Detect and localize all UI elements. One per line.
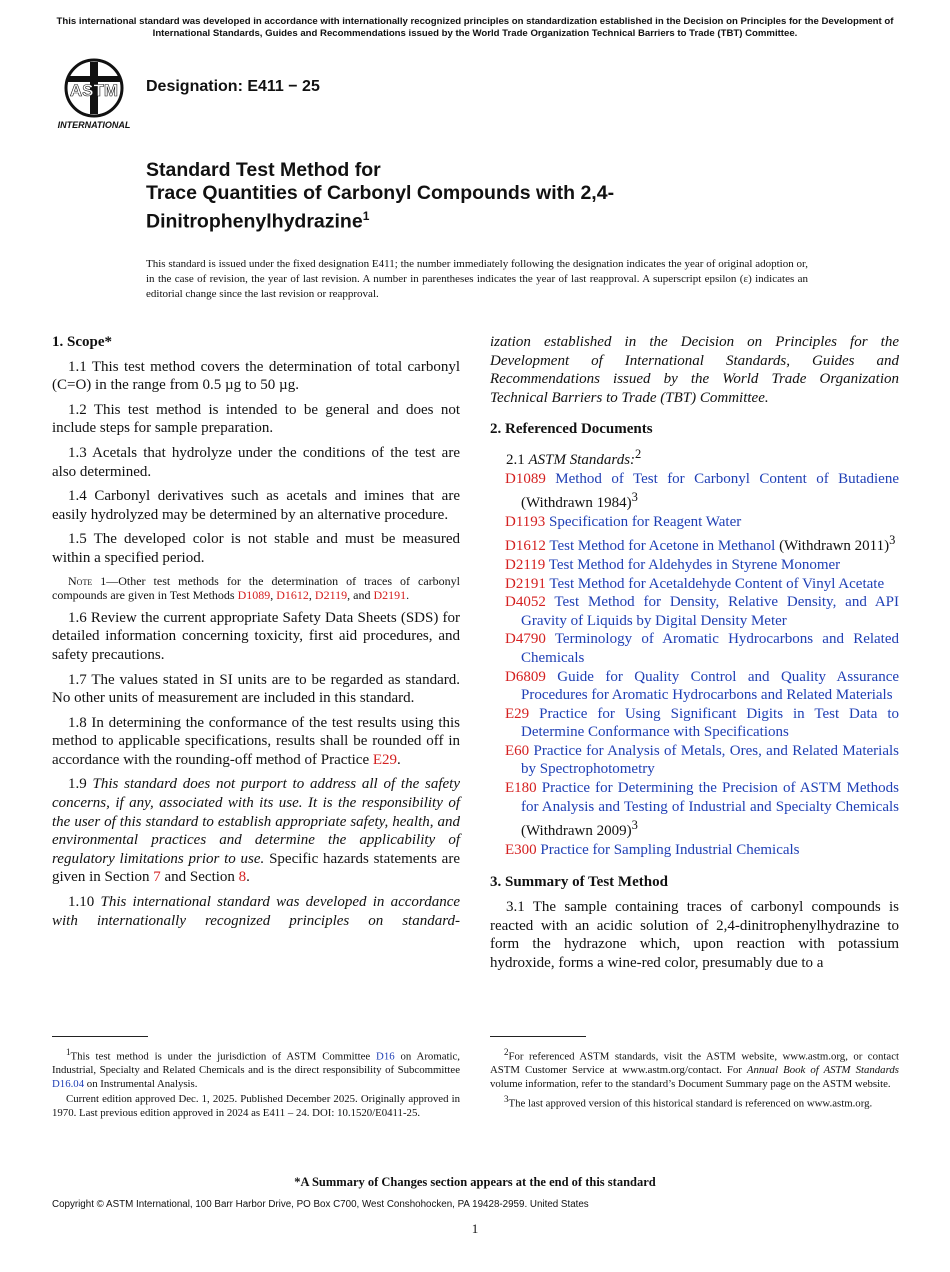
svg-text:INTERNATIONAL: INTERNATIONAL (57, 120, 131, 130)
reference-item (490, 470, 899, 513)
reference-code-link[interactable]: D1089 (505, 470, 546, 487)
reference-title-link[interactable]: Practice for Determining the Precision of ASTM Methods for Analysis and Testing of Industrial and Specialty Chemicals (521, 780, 899, 815)
reference-item (490, 575, 899, 594)
footnote-1: $^1$This test method is under the jurisdiction of ASTM Committee D16 on Aromatic, Industrial, Specialty and Related Chemicals and is the direct responsibility of Subcommittee D16.04 on Instrumental Analysis. (52, 1047, 460, 1090)
reference-code-link[interactable]: D1193 (505, 513, 546, 530)
para-1-7: 1.7 The values stated in SI units are to be regarded as standard. No other units of measurement are included in this standard. (52, 671, 460, 707)
edition-info: Current edition approved Dec. 1, 2025. Published December 2025. Originally approved in 1970. Last previous edition approved in 2024 as E411 – 24. DOI: 10.1520/E0411-25. (52, 1093, 460, 1119)
svg-text:ASTM: ASTM (69, 81, 119, 100)
reference-code-link[interactable]: E29 (505, 705, 530, 722)
right-column (490, 333, 899, 978)
reference-code-link[interactable]: E60 (505, 742, 530, 759)
summary-of-changes-note: *A Summary of Changes section appears at the end of this standard (294, 1175, 656, 1189)
para-1-10-continued: ization established in the Decision on Principles for the Development of International Standards, Guides and Recommendations issued by the World Trade Organization Technical Barriers to Trade (TBT) Committee. (490, 334, 899, 406)
reference-title-link[interactable]: Practice for Using Significant Digits in Test Data to Determine Conformance with Specifications (521, 705, 899, 741)
note-ref-d2191[interactable]: D2191 (373, 588, 407, 603)
reference-title-link[interactable]: Practice for Sampling Industrial Chemicals (540, 841, 800, 858)
document-title (146, 159, 766, 234)
reference-title-link[interactable]: Test Method for Aldehydes in Styrene Monomer (548, 556, 841, 573)
footnote-rule-right (490, 1036, 586, 1037)
reference-item (490, 556, 899, 575)
intro-paragraph: This standard is issued under the fixed designation E411; the number immediately following the designation indicates the year of original adoption or, in the case of revision, the year of last revision. A number in parentheses indicates the year of last reapproval. A superscript epsilon (ε) indicates an editorial change since the last revision or reapproval. (146, 258, 808, 300)
reference-withdrawn-note: (Withdrawn 2011) (775, 538, 890, 555)
title-line-1: Standard Test Method for (146, 159, 381, 181)
reference-item (490, 742, 899, 779)
reference-title-link[interactable]: Practice for Analysis of Metals, Ores, and Related Materials by Spectrophotometry (521, 742, 899, 778)
referenced-documents-list (490, 470, 899, 860)
reference-code-link[interactable]: E180 (505, 780, 537, 797)
note-ref-d1089[interactable]: D1089 (237, 588, 271, 603)
footnote-mark-2[interactable]: 2 (635, 446, 642, 461)
reference-title-link[interactable]: Terminology of Aromatic Hydrocarbons and Related Chemicals (521, 631, 900, 666)
footnote-mark-3[interactable]: 3 (631, 490, 638, 505)
ref-e29-link[interactable]: E29 (372, 751, 398, 768)
reference-item (490, 779, 899, 841)
reference-item (490, 531, 899, 556)
reference-item (490, 593, 899, 630)
para-3-1: 3.1 The sample containing traces of carbonyl compounds is reacted with an acidic solution of 2,4-dinitrophenylhydrazine to form the hydrazone which, upon reaction with potassium hydroxide, forms a wine-red color, presumably due to a (490, 899, 899, 971)
reference-code-link[interactable]: E300 (505, 841, 537, 858)
para-1-1: 1.1 This test method covers the determination of total carbonyl (C=O) in the range from 0.5 µg to 50 µg. (52, 358, 460, 394)
astm-logo (54, 58, 134, 130)
footnote-3: $^3$The last approved version of this historical standard is referenced on www.astm.org. (504, 1094, 873, 1110)
reference-item (490, 705, 899, 742)
committee-d16-link[interactable]: D16 (376, 1050, 395, 1063)
reference-item (490, 668, 899, 705)
para-1-10: 1.10 This international standard was developed in accordance with internationally recognized principles on standard- (52, 894, 461, 929)
reference-withdrawn-note: (Withdrawn 2009) (521, 823, 632, 840)
section-7-link[interactable]: 7 (153, 869, 161, 886)
reference-code-link[interactable]: D2119 (505, 556, 546, 573)
reference-item (490, 513, 899, 532)
subsection-2-1: 2.1 ASTM Standards:$^2$ (506, 446, 642, 468)
top-notice: This international standard was developed in accordance with internationally recognized principles on standardization established in the Decision on Principles for the Development of International Standards, Guides and Recommendations issued by the World Trade Organization Technical Barriers to Trade (TBT) Committee. (56, 16, 894, 39)
designation: Designation: E411 − 25 (146, 78, 320, 95)
para-1-6: 1.6 Review the current appropriate Safety Data Sheets (SDS) for detailed information concerning toxicity, first aid procedures, and safety precautions. (52, 609, 460, 663)
title-line-2: Trace Quantities of Carbonyl Compounds with 2,4-Dinitrophenylhydrazine$^1$ (146, 182, 615, 233)
section-1-heading: 1. Scope* (52, 334, 112, 350)
reference-code-link[interactable]: D2191 (505, 575, 546, 592)
copyright-line: Copyright © ASTM International, 100 Barr Harbor Drive, PO Box C700, West Conshohocken, PA 19428-2959. United States (52, 1199, 589, 1210)
reference-item (490, 630, 899, 667)
para-1-3: 1.3 Acetals that hydrolyze under the conditions of the test are also determined. (52, 444, 460, 480)
footnote-2: $^2$For referenced ASTM standards, visit the ASTM website, www.astm.org, or contact ASTM Customer Service at www.astm.org/contact. For Annual Book of ASTM Standards volume information, refer to the standard’s Document Summary page on the ASTM website. (490, 1047, 899, 1090)
footnotes-right (490, 1046, 899, 1114)
footnote-rule-left (52, 1036, 148, 1037)
reference-title-link[interactable]: Test Method for Acetone in Methanol (549, 538, 776, 555)
reference-title-link[interactable]: Test Method for Density, Relative Density, and API Gravity of Liquids by Digital Density Meter (521, 594, 899, 629)
footnote-mark-3[interactable]: 3 (631, 818, 638, 833)
note-1: Note 1—Other test methods for the determination of traces of carbonyl compounds are given in Test Methods D1089, D1612, D2119, and D2191. (52, 573, 461, 603)
note-ref-d1612[interactable]: D1612 (276, 588, 309, 603)
note-ref-d2119[interactable]: D2119 (314, 588, 348, 603)
astm-logo-icon (54, 58, 134, 130)
reference-title-link[interactable]: Guide for Quality Control and Quality Assurance Procedures for Aromatic Hydrocarbons and Related Materials (521, 668, 900, 704)
reference-code-link[interactable]: D6809 (505, 668, 546, 685)
reference-code-link[interactable]: D4790 (505, 631, 546, 648)
para-1-8: 1.8 In determining the conformance of the test results using this method to applicable specifications, results shall be rounded off in accordance with the rounding-off method of Practice E29. (52, 714, 460, 768)
reference-title-link[interactable]: Method of Test for Carbonyl Content of Butadiene (555, 470, 899, 487)
left-column (52, 333, 460, 936)
section-8-link[interactable]: 8 (238, 869, 247, 886)
para-1-4: 1.4 Carbonyl derivatives such as acetals and imines that are easily hydrolyzed may be determined by an alternative procedure. (52, 488, 460, 523)
reference-code-link[interactable]: D1612 (505, 538, 546, 555)
title-footnote-mark[interactable]: 1 (362, 209, 370, 223)
footnotes-left (52, 1046, 460, 1123)
para-1-9: 1.9 This standard does not purport to address all of the safety concerns, if any, associated with its use. It is the responsibility of the user of this standard to establish appropriate safety, health, and environmental practices and determine the applicability of regulatory limitations prior to use. Specific hazards statements are given in Section 7 and Section 8. (52, 776, 461, 886)
reference-title-link[interactable]: Test Method for Acetaldehyde Content of Vinyl Acetate (549, 575, 885, 592)
reference-code-link[interactable]: D4052 (505, 594, 546, 611)
reference-item (490, 841, 899, 860)
section-2-heading: 2. Referenced Documents (490, 421, 653, 438)
reference-withdrawn-note: (Withdrawn 1984) (521, 495, 632, 512)
subcommittee-d16-04-link[interactable]: D16.04 (52, 1077, 85, 1090)
section-3-heading: 3. Summary of Test Method (490, 874, 668, 891)
reference-title-link[interactable]: Specification for Reagent Water (549, 513, 742, 530)
para-1-5: 1.5 The developed color is not stable and must be measured within a specified period. (52, 531, 460, 566)
para-1-2: 1.2 This test method is intended to be general and does not include steps for sample preparation. (52, 401, 460, 437)
footnote-mark-3[interactable]: 3 (889, 533, 896, 548)
page-number: 1 (471, 1221, 479, 1236)
